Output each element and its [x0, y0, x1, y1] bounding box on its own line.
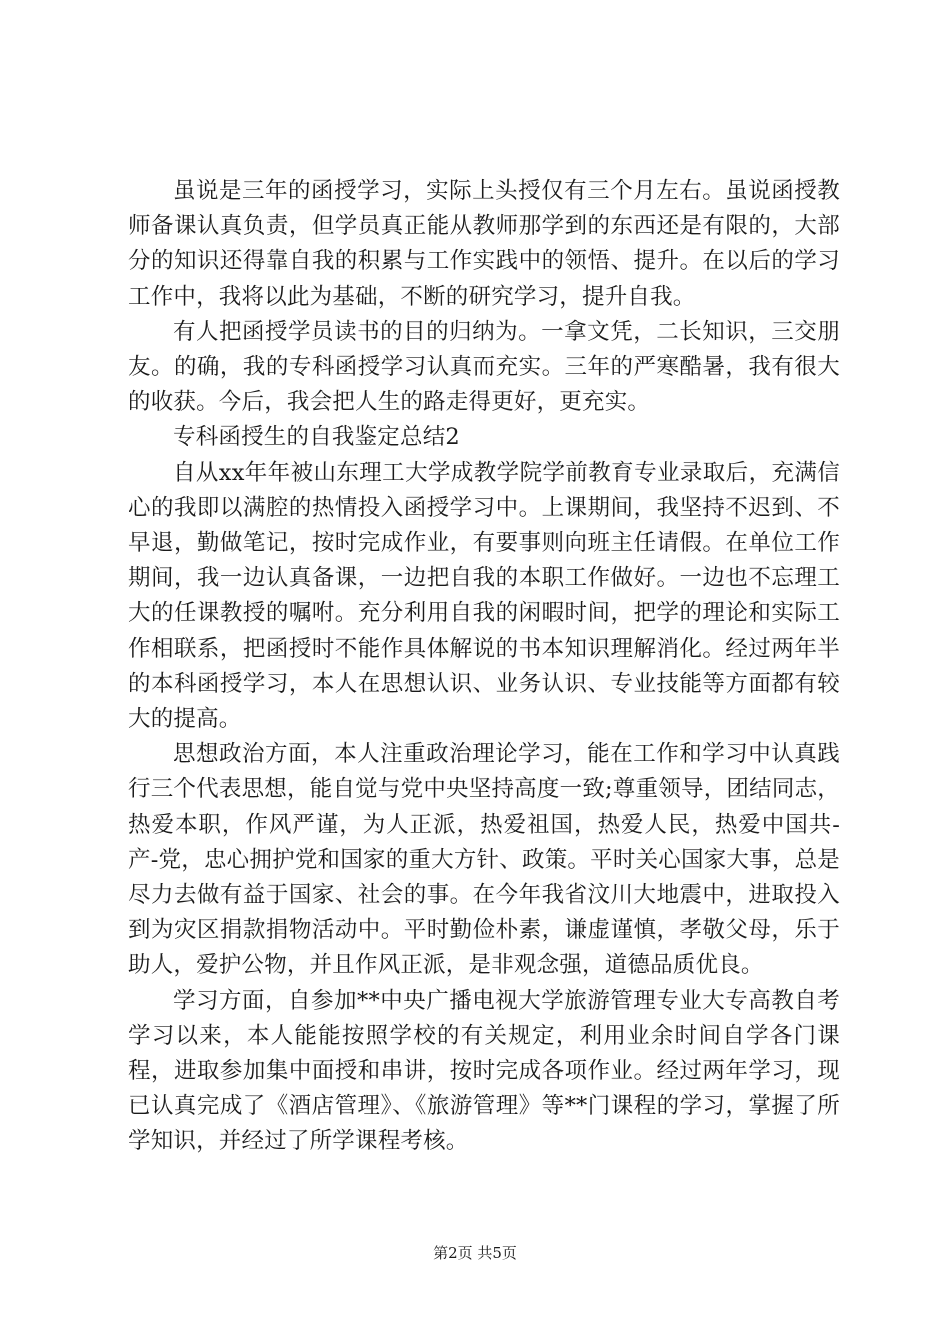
paragraph-5: 学习方面，自参加**中央广播电视大学旅游管理专业大专高教自考学习以来，本人能能按照学校的有关规定，利用业余时间自学各门课程，进取参加集中面授和串讲，按时完成各项作业。经过两年学习，现已认真完成了《酒店管理》、《旅游管理》等**门课程的学习，掌握了所学知识，并经过了所学课程考核。 [128, 987, 840, 1155]
paragraph-4: 思想政治方面，本人注重政治理论学习，能在工作和学习中认真践行三个代表思想，能自觉与党中央坚持高度一致;尊重领导，团结同志，热爱本职，作风严谨，为人正派，热爱祖国，热爱人民，热爱中国共-产-党，忠心拥护党和国家的重大方针、政策。平时关心国家大事，总是尽力去做有益于国家、社会的事。在今年我省汶川大地震中，进取投入到为灾区捐款捐物活动中。平时勤俭朴素，谦虚谨慎，孝敬父母，乐于助人，爱护公物，并且作风正派，是非观念强，道德品质优良。 [128, 741, 840, 979]
section-title: 专科函授生的自我鉴定总结2 [173, 424, 460, 451]
paragraph-2: 有人把函授学员读书的目的归纳为。一拿文凭，二长知识，三交朋友。的确，我的专科函授学习认真而充实。三年的严寒酷暑，我有很大的收获。今后，我会把人生的路走得更好，更充实。 [128, 318, 840, 416]
page-number-footer: 第2页 共5页 [433, 1244, 517, 1262]
document-body [128, 174, 840, 1160]
paragraph-1: 虽说是三年的函授学习，实际上头授仅有三个月左右。虽说函授教师备课认真负责，但学员真正能从教师那学到的东西还是有限的，大部分的知识还得靠自我的积累与工作实践中的领悟、提升。在以后的学习工作中，我将以此为基础，不断的研究学习，提升自我。 [128, 178, 840, 310]
paragraph-3: 自从xx年年被山东理工大学成教学院学前教育专业录取后，充满信心的我即以满腔的热情投入函授学习中。上课期间，我坚持不迟到、不早退，勤做笔记，按时完成作业，有要事则向班主任请假。在单位工作期间，我一边认真备课，一边把自我的本职工作做好。一边也不忘理工大的任课教授的嘱咐。充分利用自我的闲暇时间，把学的理论和实际工作相联系，把函授时不能作具体解说的书本知识理解消化。经过两年半的本科函授学习，本人在思想认识、业务认识、专业技能等方面都有较大的提高。 [128, 459, 840, 733]
